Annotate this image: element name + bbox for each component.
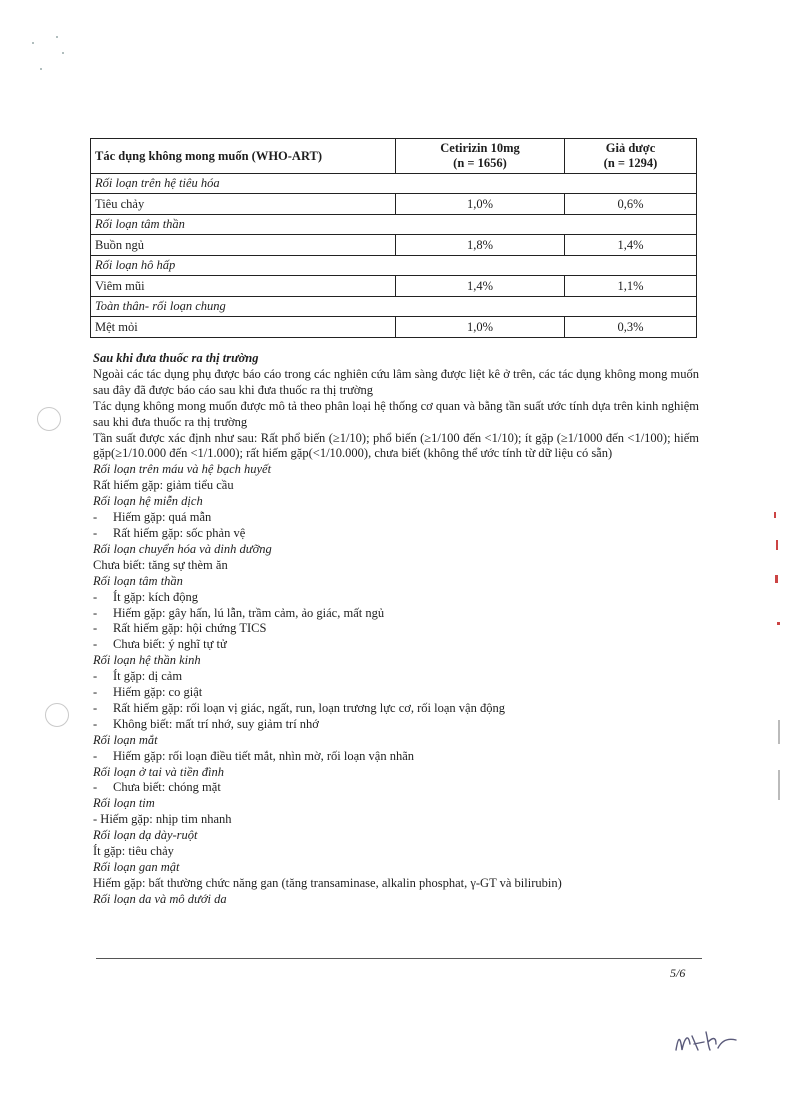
header-effect-label: Tác dụng không mong muốn (WHO-ART) — [95, 148, 323, 163]
category-label: Rối loạn hô hấp — [91, 256, 697, 276]
table-row — [91, 276, 697, 297]
cetirizin-cell: 1,0% — [396, 194, 565, 215]
handwritten-signature — [672, 1020, 742, 1060]
organ-class-heading: Rối loạn hệ miễn dịch — [93, 494, 203, 509]
list-item: - Ít gặp: dị cảm — [93, 669, 699, 685]
scan-speck — [32, 42, 34, 44]
list-item: Hiếm gặp: bất thường chức năng gan (tăng transaminase, alkalin phosphat, γ-GT và bilirubin) — [93, 875, 562, 890]
table-category-row — [91, 174, 697, 194]
cetirizin-cell: 1,4% — [396, 276, 565, 297]
header-cetirizin-n: (n = 1656) — [453, 156, 507, 170]
header-effect — [91, 139, 396, 174]
margin-mark — [777, 622, 780, 625]
table-row — [91, 194, 697, 215]
list-item: - Hiếm gặp: nhịp tim nhanh — [93, 812, 232, 827]
effect-cell: Viêm mũi — [91, 276, 396, 297]
list-item: - Hiếm gặp: rối loạn điều tiết mắt, nhìn mờ, rối loạn vận nhãn — [93, 749, 699, 765]
margin-mark — [778, 770, 780, 800]
table-category-row — [91, 215, 697, 235]
margin-mark — [774, 512, 776, 518]
frequency-paragraph: Tần suất được xác định như sau: Rất phổ biến (≥1/10); phổ biến (≥1/100 đến <1/10); ít gặp (≥1/1000 đến <1/100); hiếm gặp(≥1/10.000 đến <1/1.000); rất hiếm gặp(<1/10.000), chưa biết (không thể ước tính từ dữ liệu có sẵn) — [93, 430, 699, 461]
placebo-cell: 1,1% — [565, 276, 697, 297]
list-item: Chưa biết: tăng sự thèm ăn — [93, 557, 228, 572]
table-category-row — [91, 297, 697, 317]
margin-mark — [778, 720, 780, 744]
list-item: - Hiếm gặp: co giật — [93, 685, 699, 701]
organ-class-list — [93, 462, 699, 907]
list-item: Ít gặp: tiêu chảy — [93, 844, 174, 859]
table-header-row — [91, 139, 697, 174]
table-row — [91, 317, 697, 338]
list-item: - Hiếm gặp: quá mẫn — [93, 510, 699, 526]
effect-cell: Mệt mỏi — [91, 317, 396, 338]
margin-mark — [776, 540, 778, 550]
header-placebo-n: (n = 1294) — [603, 156, 658, 170]
cetirizin-cell: 1,0% — [396, 317, 565, 338]
section-title: Sau khi đưa thuốc ra thị trường — [93, 351, 259, 365]
organ-class-heading: Rối loạn tim — [93, 796, 155, 811]
list-item: - Chưa biết: chóng mặt — [93, 780, 699, 796]
table-row — [91, 235, 697, 256]
punch-hole — [37, 407, 61, 431]
adverse-effects-table — [90, 138, 697, 338]
placebo-cell: 0,6% — [565, 194, 697, 215]
scan-speck — [56, 36, 58, 38]
page-number: 5/6 — [670, 966, 686, 980]
list-item: - Rất hiếm gặp: sốc phản vệ — [93, 526, 699, 542]
intro-paragraph: Ngoài các tác dụng phụ được báo cáo trong các nghiên cứu lâm sàng được liệt kê ở trên, các tác dụng không mong muốn sau đây đã được báo cáo sau khi đưa thuốc ra thị trường — [93, 366, 699, 397]
list-item: - Chưa biết: ý nghĩ tự tử — [93, 637, 699, 653]
organ-class-heading: Rối loạn gan mật — [93, 860, 180, 874]
organ-class-heading: Rối loạn chuyển hóa và dinh dưỡng — [93, 541, 272, 556]
classification-paragraph: Tác dụng không mong muốn được mô tả theo phân loại hệ thống cơ quan và bằng tần suất ước tính dựa trên kinh nghiệm sau khi đưa thuốc ra thị trường — [93, 398, 699, 429]
header-cetirizin — [396, 139, 565, 174]
placebo-cell: 0,3% — [565, 317, 697, 338]
list-item: Rất hiếm gặp: giảm tiểu cầu — [93, 478, 234, 493]
effect-cell: Tiêu chảy — [91, 194, 396, 215]
scan-speck — [40, 68, 42, 70]
organ-class-heading: Rối loạn da và mô dưới da — [93, 891, 227, 906]
margin-mark — [775, 575, 778, 583]
cetirizin-cell: 1,8% — [396, 235, 565, 256]
organ-class-heading: Rối loạn dạ dày-ruột — [93, 828, 198, 843]
header-cetirizin-label: Cetirizin 10mg — [440, 141, 520, 155]
table-category-row — [91, 256, 697, 276]
placebo-cell: 1,4% — [565, 235, 697, 256]
organ-class-heading: Rối loạn hệ thần kinh — [93, 653, 201, 668]
list-item: - Rất hiếm gặp: rối loạn vị giác, ngất, run, loạn trương lực cơ, rối loạn vận động — [93, 701, 699, 717]
header-placebo-label: Giả dược — [605, 141, 656, 155]
category-label: Toàn thân- rối loạn chung — [91, 297, 697, 317]
list-item: - Hiếm gặp: gây hấn, lú lẫn, trầm cảm, ảo giác, mất ngủ — [93, 606, 699, 622]
punch-hole — [45, 703, 69, 727]
organ-class-heading: Rối loạn mắt — [93, 732, 158, 747]
category-label: Rối loạn trên hệ tiêu hóa — [91, 174, 697, 194]
scan-speck — [62, 52, 64, 54]
effect-cell: Buồn ngủ — [91, 235, 396, 256]
list-item: - Không biết: mất trí nhớ, suy giảm trí nhớ — [93, 717, 699, 733]
organ-class-heading: Rối loạn trên máu và hệ bạch huyết — [93, 462, 272, 477]
organ-class-heading: Rối loạn tâm thần — [93, 573, 183, 588]
list-item: - Ít gặp: kích động — [93, 590, 699, 606]
category-label: Rối loạn tâm thần — [91, 215, 697, 235]
organ-class-heading: Rối loạn ở tai và tiền đình — [93, 764, 224, 779]
header-placebo — [565, 139, 697, 174]
postmarketing-section — [93, 351, 699, 908]
list-item: - Rất hiếm gặp: hội chứng TICS — [93, 621, 699, 637]
footer-rule — [96, 958, 702, 959]
